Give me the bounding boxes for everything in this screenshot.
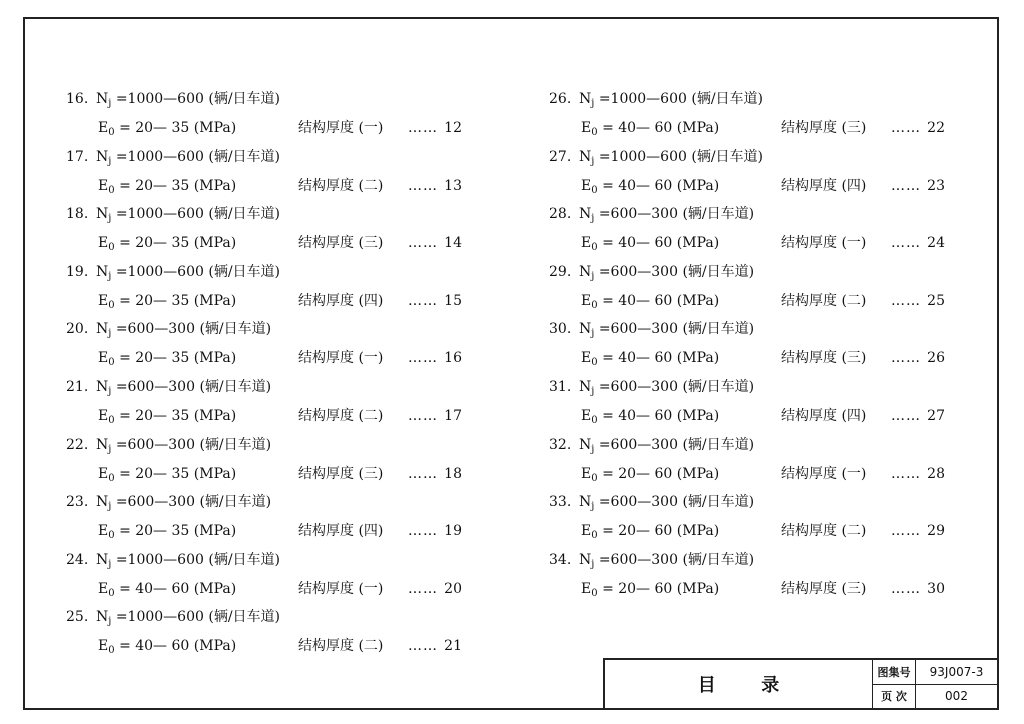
traffic-symbol: N	[579, 321, 592, 338]
entry-traffic-line	[549, 318, 754, 339]
entry-traffic-line	[66, 376, 271, 397]
traffic-symbol: N	[96, 206, 109, 223]
atlas-number-value: 93J007-3	[929, 665, 984, 679]
traffic-range: =600—300	[598, 206, 678, 223]
entry-number: 31.	[549, 378, 572, 395]
modulus-value	[98, 638, 298, 656]
entry-number: 33.	[549, 494, 572, 511]
traffic-unit: (辆/日车道)	[682, 206, 755, 223]
entry-number: 17.	[66, 148, 89, 165]
traffic-symbol-subscript: j	[108, 98, 112, 109]
traffic-unit: (辆/日车道)	[208, 609, 280, 626]
entry-modulus-line	[581, 290, 945, 311]
entry-page-number: 27	[927, 407, 945, 424]
traffic-symbol-subscript: j	[591, 213, 595, 225]
modulus-symbol: E	[98, 177, 109, 194]
traffic-unit: (辆/日车道)	[199, 436, 272, 453]
entry-number: 18.	[66, 206, 89, 223]
modulus-value	[581, 581, 781, 599]
entry-page-number: 20	[444, 580, 462, 597]
entry-page-number: 23	[927, 177, 945, 194]
traffic-range: =600—300	[115, 436, 195, 453]
entry-number: 34.	[549, 551, 572, 568]
modulus-symbol: E	[581, 465, 592, 482]
entry-traffic-line	[549, 146, 763, 167]
traffic-symbol-subscript: j	[108, 443, 112, 455]
leader-dots: ……	[891, 523, 921, 540]
traffic-symbol-subscript: j	[108, 270, 112, 282]
entry-modulus-line	[581, 520, 945, 541]
traffic-unit: (辆/日车道)	[208, 263, 280, 280]
entry-page-number: 21	[444, 638, 462, 655]
modulus-value	[581, 120, 781, 138]
entry-page-number: 24	[927, 235, 945, 252]
entry-modulus-line	[581, 175, 945, 196]
modulus-symbol: E	[581, 292, 592, 309]
leader-dots: ……	[408, 407, 438, 424]
traffic-symbol-subscript: j	[591, 443, 595, 455]
leader-dots: ……	[408, 120, 438, 136]
traffic-unit: (辆/日车道)	[691, 148, 763, 165]
leader-dots: ……	[891, 465, 921, 482]
entry-title: 结构厚度 (四)	[781, 407, 867, 424]
modulus-range: = 40— 60 (MPa)	[602, 292, 720, 309]
traffic-symbol: N	[579, 551, 592, 568]
traffic-range: =1000—600	[115, 91, 204, 107]
modulus-symbol: E	[98, 407, 109, 424]
traffic-range: =600—300	[598, 321, 678, 338]
entry-modulus-line	[98, 232, 462, 253]
entry-traffic-line	[549, 203, 754, 224]
traffic-range: =1000—600	[598, 91, 687, 107]
modulus-value	[581, 293, 781, 311]
modulus-symbol-subscript: 0	[108, 242, 115, 254]
entry-title: 结构厚度 (一)	[298, 120, 384, 136]
modulus-range: = 40— 60 (MPa)	[602, 120, 720, 136]
leader-dots: ……	[891, 580, 921, 597]
traffic-range: =600—300	[115, 494, 195, 511]
traffic-range: =600—300	[598, 263, 678, 280]
entry-title: 结构厚度 (三)	[781, 120, 867, 136]
title-block	[603, 658, 999, 710]
entry-modulus-line	[98, 405, 462, 426]
modulus-range: = 40— 60 (MPa)	[602, 235, 720, 252]
entry-modulus-line	[98, 520, 462, 541]
modulus-symbol-subscript: 0	[108, 357, 115, 369]
traffic-range: =1000—600	[115, 263, 204, 280]
entry-page-number: 16	[444, 350, 462, 367]
traffic-symbol-subscript: j	[108, 501, 112, 513]
atlas-number-row	[873, 660, 997, 685]
entry-number: 21.	[66, 378, 89, 395]
traffic-symbol: N	[579, 494, 592, 511]
modulus-symbol: E	[581, 523, 592, 540]
traffic-range: =1000—600	[115, 206, 204, 223]
leader-dots: ……	[891, 177, 921, 194]
entry-title: 结构厚度 (二)	[781, 292, 867, 309]
entry-page-number: 25	[927, 292, 945, 309]
entry-modulus-line	[581, 405, 945, 426]
modulus-value	[98, 466, 298, 484]
entry-page-number: 30	[927, 580, 945, 597]
entry-page-number: 22	[927, 120, 945, 136]
entry-title: 结构厚度 (一)	[781, 235, 867, 252]
entry-number: 28.	[549, 206, 572, 223]
entry-page-number: 15	[444, 292, 462, 309]
traffic-unit: (辆/日车道)	[682, 436, 755, 453]
entry-page-number: 26	[927, 350, 945, 367]
traffic-symbol-subscript: j	[591, 98, 595, 109]
entry-modulus-line	[98, 347, 462, 368]
modulus-range: = 20— 35 (MPa)	[119, 407, 237, 424]
traffic-symbol-subscript: j	[108, 328, 112, 340]
modulus-range: = 40— 60 (MPa)	[602, 407, 720, 424]
entry-title: 结构厚度 (三)	[781, 350, 867, 367]
modulus-range: = 40— 60 (MPa)	[119, 580, 237, 597]
entry-modulus-line	[98, 463, 462, 484]
entry-modulus-line	[98, 635, 462, 656]
entry-traffic-line	[66, 261, 280, 282]
traffic-symbol-subscript: j	[591, 270, 595, 282]
entry-title: 结构厚度 (四)	[298, 292, 384, 309]
entry-title: 结构厚度 (一)	[781, 465, 867, 482]
entry-traffic-line	[66, 146, 280, 167]
modulus-symbol-subscript: 0	[108, 414, 115, 426]
entry-modulus-line	[98, 578, 462, 599]
modulus-range: = 20— 35 (MPa)	[119, 120, 237, 136]
traffic-range: =600—300	[115, 378, 195, 395]
modulus-value	[581, 178, 781, 196]
traffic-range: =1000—600	[115, 148, 204, 165]
traffic-range: =600—300	[598, 378, 678, 395]
entry-modulus-line	[581, 463, 945, 484]
modulus-value	[581, 235, 781, 253]
modulus-range: = 20— 35 (MPa)	[119, 465, 237, 482]
modulus-range: = 20— 35 (MPa)	[119, 523, 237, 540]
traffic-unit: (辆/日车道)	[208, 206, 280, 223]
modulus-value	[98, 178, 298, 196]
modulus-value	[581, 466, 781, 484]
entry-modulus-line	[581, 347, 945, 368]
leader-dots: ……	[408, 177, 438, 194]
traffic-range: =600—300	[598, 436, 678, 453]
modulus-symbol: E	[581, 350, 592, 367]
modulus-range: = 40— 60 (MPa)	[602, 177, 720, 194]
traffic-symbol-subscript: j	[591, 501, 595, 513]
modulus-symbol: E	[98, 292, 109, 309]
page-number-row	[873, 684, 997, 708]
entry-modulus-line	[98, 290, 462, 311]
entry-traffic-line	[549, 549, 754, 570]
entry-number: 26.	[549, 91, 572, 107]
entry-traffic-line	[549, 261, 754, 282]
modulus-symbol-subscript: 0	[108, 472, 115, 484]
traffic-symbol: N	[96, 551, 109, 568]
modulus-symbol-subscript: 0	[591, 472, 598, 484]
traffic-unit: (辆/日车道)	[199, 378, 272, 395]
leader-dots: ……	[408, 292, 438, 309]
entry-page-number: 12	[444, 120, 462, 136]
entry-title: 结构厚度 (四)	[781, 177, 867, 194]
entry-traffic-line	[549, 434, 754, 455]
modulus-range: = 20— 35 (MPa)	[119, 177, 237, 194]
traffic-symbol-subscript: j	[591, 558, 595, 570]
entry-title: 结构厚度 (三)	[781, 580, 867, 597]
traffic-symbol-subscript: j	[108, 385, 112, 397]
entry-number: 27.	[549, 148, 572, 165]
traffic-symbol: N	[96, 263, 109, 280]
traffic-symbol: N	[96, 321, 109, 338]
modulus-symbol-subscript: 0	[591, 242, 598, 254]
entry-traffic-line	[549, 88, 763, 109]
modulus-symbol-subscript: 0	[591, 184, 598, 196]
modulus-range: = 20— 35 (MPa)	[119, 292, 237, 309]
entry-traffic-line	[66, 491, 271, 512]
leader-dots: ……	[891, 292, 921, 309]
modulus-value	[98, 120, 298, 138]
entry-traffic-line	[66, 203, 280, 224]
traffic-unit: (辆/日车道)	[682, 378, 755, 395]
modulus-value	[581, 523, 781, 541]
traffic-symbol-subscript: j	[108, 155, 112, 167]
traffic-symbol: N	[579, 91, 592, 107]
leader-dots: ……	[408, 638, 438, 655]
entry-traffic-line	[66, 434, 271, 455]
traffic-range: =600—300	[598, 551, 678, 568]
entry-number: 30.	[549, 321, 572, 338]
modulus-range: = 40— 60 (MPa)	[602, 350, 720, 367]
entry-title: 结构厚度 (三)	[298, 235, 384, 252]
entry-title: 结构厚度 (三)	[298, 465, 384, 482]
entry-page-number: 14	[444, 235, 462, 252]
modulus-value	[98, 408, 298, 426]
modulus-range: = 40— 60 (MPa)	[119, 638, 237, 655]
entry-number: 16.	[66, 91, 89, 107]
traffic-symbol: N	[96, 91, 109, 107]
leader-dots: ……	[408, 235, 438, 252]
leader-dots: ……	[408, 465, 438, 482]
entry-page-number: 19	[444, 523, 462, 540]
entry-number: 24.	[66, 551, 89, 568]
entry-title: 结构厚度 (二)	[298, 638, 384, 655]
modulus-symbol-subscript: 0	[108, 645, 115, 657]
entry-modulus-line	[98, 175, 462, 196]
modulus-symbol: E	[581, 120, 592, 136]
traffic-range: =600—300	[115, 321, 195, 338]
traffic-symbol: N	[579, 148, 592, 165]
modulus-symbol-subscript: 0	[591, 299, 598, 311]
title-char-1: 目	[697, 675, 716, 696]
entry-title: 结构厚度 (二)	[298, 407, 384, 424]
title-char-2: 录	[761, 675, 780, 696]
traffic-symbol: N	[96, 436, 109, 453]
traffic-unit: (辆/日车道)	[682, 321, 755, 338]
leader-dots: ……	[891, 120, 921, 136]
modulus-symbol-subscript: 0	[108, 299, 115, 311]
traffic-range: =1000—600	[598, 148, 687, 165]
traffic-unit: (辆/日车道)	[199, 494, 272, 511]
page-number-value: 002	[945, 689, 968, 703]
entry-title: 结构厚度 (四)	[298, 523, 384, 540]
modulus-range: = 20— 60 (MPa)	[602, 523, 720, 540]
traffic-range: =1000—600	[115, 551, 204, 568]
traffic-unit: (辆/日车道)	[682, 494, 755, 511]
entry-number: 23.	[66, 494, 89, 511]
modulus-symbol: E	[98, 120, 109, 136]
modulus-value	[98, 350, 298, 368]
modulus-symbol: E	[581, 580, 592, 597]
modulus-symbol: E	[581, 177, 592, 194]
modulus-symbol-subscript: 0	[108, 127, 115, 138]
entry-modulus-line	[98, 117, 462, 138]
entry-number: 20.	[66, 321, 89, 338]
entry-modulus-line	[581, 117, 945, 138]
entry-title: 结构厚度 (二)	[781, 523, 867, 540]
traffic-symbol-subscript: j	[108, 213, 112, 225]
traffic-symbol-subscript: j	[108, 558, 112, 570]
entry-page-number: 17	[444, 407, 462, 424]
entry-modulus-line	[581, 578, 945, 599]
traffic-symbol: N	[579, 436, 592, 453]
traffic-unit: (辆/日车道)	[199, 321, 272, 338]
traffic-symbol-subscript: j	[591, 328, 595, 340]
entry-traffic-line	[549, 376, 754, 397]
entry-page-number: 18	[444, 465, 462, 482]
traffic-unit: (辆/日车道)	[208, 91, 280, 107]
modulus-symbol: E	[581, 407, 592, 424]
entry-traffic-line	[66, 606, 280, 627]
entry-traffic-line	[549, 491, 754, 512]
traffic-symbol: N	[96, 609, 109, 626]
atlas-number-label: 图集号	[873, 660, 916, 684]
entry-title: 结构厚度 (一)	[298, 350, 384, 367]
entry-title: 结构厚度 (二)	[298, 177, 384, 194]
modulus-range: = 20— 35 (MPa)	[119, 235, 237, 252]
entry-page-number: 29	[927, 523, 945, 540]
entry-page-number: 13	[444, 177, 462, 194]
page-number-label: 页 次	[873, 684, 916, 708]
title-block-title	[605, 660, 873, 708]
modulus-symbol: E	[98, 580, 109, 597]
traffic-symbol-subscript: j	[108, 616, 112, 628]
modulus-value	[581, 408, 781, 426]
modulus-value	[581, 350, 781, 368]
modulus-value	[98, 293, 298, 311]
leader-dots: ……	[408, 580, 438, 597]
modulus-symbol-subscript: 0	[108, 184, 115, 196]
traffic-symbol: N	[96, 378, 109, 395]
modulus-symbol-subscript: 0	[591, 530, 598, 542]
traffic-unit: (辆/日车道)	[691, 91, 763, 107]
modulus-symbol-subscript: 0	[108, 587, 115, 599]
modulus-symbol-subscript: 0	[591, 587, 598, 599]
entry-page-number: 28	[927, 465, 945, 482]
modulus-range: = 20— 35 (MPa)	[119, 350, 237, 367]
modulus-symbol-subscript: 0	[591, 357, 598, 369]
leader-dots: ……	[891, 407, 921, 424]
modulus-symbol: E	[98, 465, 109, 482]
modulus-symbol: E	[98, 350, 109, 367]
traffic-symbol: N	[579, 263, 592, 280]
traffic-symbol-subscript: j	[591, 155, 595, 167]
modulus-symbol-subscript: 0	[591, 127, 598, 138]
leader-dots: ……	[891, 235, 921, 252]
traffic-symbol: N	[96, 148, 109, 165]
modulus-value	[98, 581, 298, 599]
traffic-unit: (辆/日车道)	[682, 551, 755, 568]
entry-number: 32.	[549, 436, 572, 453]
entry-traffic-line	[66, 318, 271, 339]
entry-number: 22.	[66, 436, 89, 453]
entry-traffic-line	[66, 88, 280, 109]
entry-modulus-line	[581, 232, 945, 253]
modulus-range: = 20— 60 (MPa)	[602, 465, 720, 482]
modulus-symbol-subscript: 0	[591, 414, 598, 426]
traffic-unit: (辆/日车道)	[208, 551, 280, 568]
entry-number: 25.	[66, 609, 89, 626]
entry-number: 19.	[66, 263, 89, 280]
traffic-unit: (辆/日车道)	[682, 263, 755, 280]
modulus-value	[98, 523, 298, 541]
traffic-symbol-subscript: j	[591, 385, 595, 397]
leader-dots: ……	[891, 350, 921, 367]
leader-dots: ……	[408, 523, 438, 540]
traffic-symbol: N	[579, 378, 592, 395]
leader-dots: ……	[408, 350, 438, 367]
traffic-unit: (辆/日车道)	[208, 148, 280, 165]
modulus-symbol: E	[98, 235, 109, 252]
modulus-symbol: E	[98, 638, 109, 655]
modulus-range: = 20— 60 (MPa)	[602, 580, 720, 597]
traffic-symbol: N	[579, 206, 592, 223]
traffic-range: =1000—600	[115, 609, 204, 626]
modulus-symbol: E	[98, 523, 109, 540]
entry-traffic-line	[66, 549, 280, 570]
modulus-symbol-subscript: 0	[108, 530, 115, 542]
modulus-symbol: E	[581, 235, 592, 252]
modulus-value	[98, 235, 298, 253]
traffic-symbol: N	[96, 494, 109, 511]
entry-title: 结构厚度 (一)	[298, 580, 384, 597]
entry-number: 29.	[549, 263, 572, 280]
traffic-range: =600—300	[598, 494, 678, 511]
